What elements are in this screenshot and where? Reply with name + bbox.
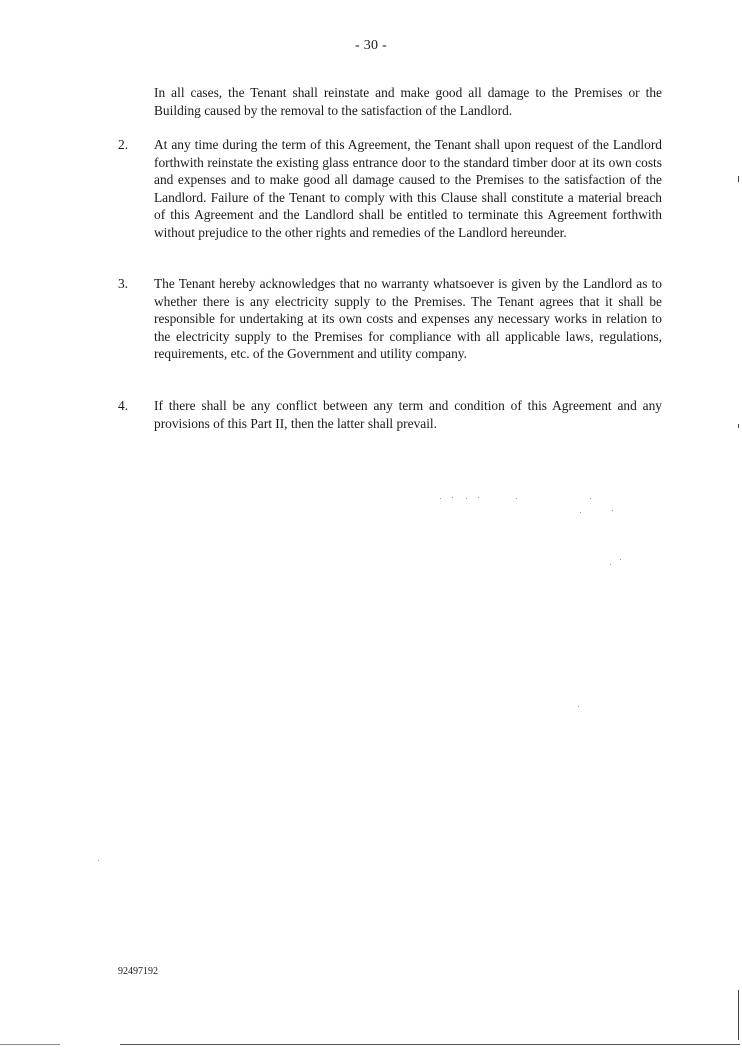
scan-speck bbox=[590, 498, 591, 499]
clause-4-number: 4. bbox=[118, 398, 129, 413]
scan-speck bbox=[580, 512, 581, 513]
scan-speck bbox=[478, 497, 479, 498]
intro-paragraph: In all cases, the Tenant shall reinstate and make good all damage to the Premises or the Building caused by the removal to the satisfaction of the Landlord. bbox=[154, 85, 662, 118]
clause-2-text: At any time during the term of this Agreement, the Tenant shall upon request of the Landlord forthwith reinstate the existing glass entrance door to the standard timber door at its own costs and expenses and to make good all damage caused to the Premises to the satisfaction of the Landlord. Failure of the Tenant to comply with this Clause shall constitute a material breach of this Agreement and the Landlord shall be entitled to terminate this Agreement forthwith without prejudice to the other rights and remedies of the Landlord hereunder. bbox=[154, 137, 662, 240]
clause-2-number: 2. bbox=[118, 137, 129, 152]
scan-speck bbox=[98, 860, 99, 861]
clause-4-text: If there shall be any conflict between any term and condition of this Agreement and any provisions of this Part II, then the latter shall prevail. bbox=[154, 398, 662, 431]
right-edge-mark bbox=[738, 990, 739, 1040]
scan-speck bbox=[610, 564, 611, 565]
bottom-scan-line bbox=[120, 1044, 740, 1045]
scan-speck bbox=[452, 497, 453, 498]
right-edge-mark bbox=[738, 424, 739, 428]
clause-3-number: 3. bbox=[118, 276, 129, 291]
scan-speck bbox=[516, 498, 517, 499]
right-edge-mark bbox=[738, 176, 739, 182]
page-number: - 30 - bbox=[354, 38, 388, 53]
scan-speck bbox=[466, 498, 467, 499]
scan-speck bbox=[620, 559, 621, 560]
document-id: 92497192 bbox=[118, 966, 158, 977]
bottom-scan-line bbox=[0, 1044, 60, 1045]
clause-3-text: The Tenant hereby acknowledges that no warranty whatsoever is given by the Landlord as to whether there is any electricity supply to the Premises. The Tenant agrees that it shall be responsible for undertaking at its own costs and expenses any necessary works in relation to the electricity supply to the Premises for compliance with all applicable laws, regulations, requirements, etc. of the Government and utility company. bbox=[154, 276, 662, 362]
scan-speck bbox=[612, 510, 613, 511]
scan-speck bbox=[578, 706, 579, 707]
scan-speck bbox=[440, 498, 441, 499]
